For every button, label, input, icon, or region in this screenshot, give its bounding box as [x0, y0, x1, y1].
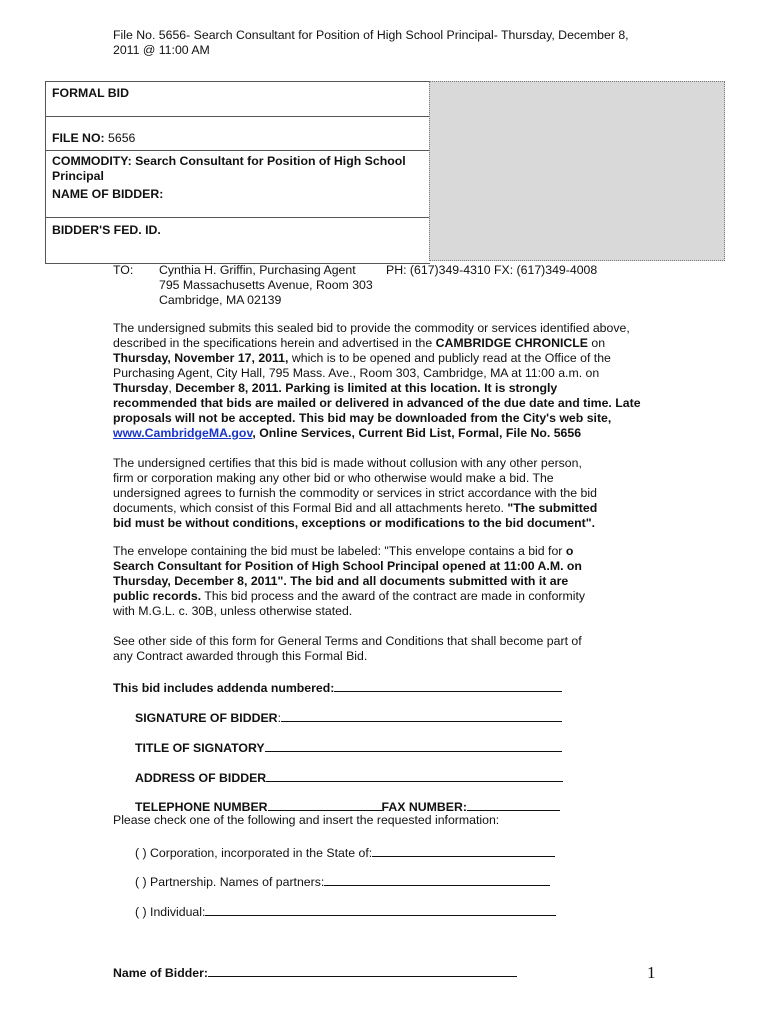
footer-name-of-bidder — [113, 964, 517, 981]
p3-line-2: Search Consultant for Position of High School Principal opened at 11:00 A.M. on — [113, 559, 582, 573]
document-header — [113, 28, 673, 58]
address-input-line[interactable] — [266, 769, 563, 782]
p3-line-1: The envelope containing the bid must be labeled: "This envelope contains a bid for o — [113, 544, 574, 558]
fax-label: FAX NUMBER: — [381, 800, 467, 814]
title-field — [135, 739, 562, 756]
p1-line-1: The undersigned submits this sealed bid to provide the commodity or services identified above, — [113, 321, 630, 335]
corporation-option[interactable] — [135, 844, 555, 861]
partnership-label: ( ) Partnership. Names of partners: — [135, 875, 325, 889]
p3-line-3: Thursday, December 8, 2011". The bid and all documents submitted with it are — [113, 574, 569, 588]
addenda-input-line[interactable] — [334, 679, 562, 692]
p1-line-3: Thursday, November 17, 2011, which is to be opened and publicly read at the Office of the — [113, 351, 611, 365]
paragraph-terms — [113, 634, 673, 664]
partnership-option[interactable] — [135, 873, 550, 890]
address-line-1: 795 Massachusetts Avenue, Room 303 — [159, 278, 373, 292]
signature-field: SIGNATURE OF BIDDER: — [135, 709, 562, 726]
p3-line-5: with M.G.L. c. 30B, unless otherwise stated. — [113, 604, 353, 618]
addenda-field — [113, 679, 562, 696]
to-label: TO: — [113, 263, 134, 277]
header-line-2: 2011 @ 11:00 AM — [113, 43, 210, 57]
p1-line-2: described in the specifications herein and advertised in the CAMBRIDGE CHRONICLE on — [113, 336, 606, 350]
official-use-box — [429, 81, 725, 261]
to-address — [159, 263, 373, 308]
individual-label: ( ) Individual: — [135, 905, 206, 919]
p2-line-2: firm or corporation making any other bid or who otherwise would make a bid. The — [113, 471, 554, 485]
address-label: ADDRESS OF BIDDER — [135, 771, 267, 785]
p1-line-7: proposals will not be accepted. This bid may be downloaded from the City's web site, — [113, 411, 612, 425]
page-number: 1 — [647, 963, 656, 982]
file-no-value: 5656 — [108, 131, 136, 145]
header-line-1: File No. 5656- Search Consultant for Position of High School Principal- Thursday, December 8, — [113, 28, 629, 42]
partnership-names-line[interactable] — [324, 873, 550, 886]
p4-line-1: See other side of this form for General Terms and Conditions that shall become part of — [113, 634, 582, 648]
signature-label: SIGNATURE OF BIDDER — [135, 711, 278, 725]
footer-bidder-label: Name of Bidder: — [113, 966, 208, 980]
fax-input-line[interactable] — [467, 798, 560, 811]
p2-line-5: bid must be without conditions, exceptions or modifications to the bid document". — [113, 516, 595, 530]
title-label: TITLE OF SIGNATORY — [135, 741, 265, 755]
name-of-bidder-label: NAME OF BIDDER: — [52, 187, 164, 201]
commodity-line-1: COMMODITY: Search Consultant for Position of High School — [52, 154, 406, 168]
commodity-line-2: Principal — [52, 169, 104, 183]
fed-id-row — [46, 218, 430, 263]
paragraph-certification — [113, 456, 673, 531]
telephone-label: TELEPHONE NUMBER — [135, 800, 268, 814]
file-no-row — [46, 117, 430, 151]
title-input-line[interactable] — [265, 739, 562, 752]
p2-line-3: undersigned agrees to furnish the commodity or services in strict accordance with the bid — [113, 486, 597, 500]
p2-line-4: documents, which consist of this Formal Bid and all attachments hereto. "The submitted — [113, 501, 598, 515]
p1-line-6: recommended that bids are mailed or delivered in advanced of the due date and time. Late — [113, 396, 641, 410]
city-website-link[interactable]: www.CambridgeMA.gov — [113, 426, 253, 440]
individual-name-line[interactable] — [205, 903, 556, 916]
p1-line-5: Thursday, December 8, 2011. Parking is limited at this location. It is strongly — [113, 381, 558, 395]
paragraph-submission — [113, 321, 673, 441]
formal-bid-label: FORMAL BID — [52, 86, 129, 100]
file-no-label: FILE NO: — [52, 131, 105, 145]
corporation-state-line[interactable] — [372, 844, 555, 857]
phone-fax: PH: (617)349-4310 FX: (617)349-4008 — [386, 263, 598, 277]
formal-bid-row — [46, 82, 430, 117]
fed-id-label: BIDDER'S FED. ID. — [52, 223, 161, 237]
telephone-input-line[interactable] — [268, 798, 382, 811]
agent-name: Cynthia H. Griffin, Purchasing Agent — [159, 263, 356, 277]
footer-bidder-line[interactable] — [208, 964, 517, 977]
address-field — [135, 769, 563, 786]
p3-line-4: public records. This bid process and the award of the contract are made in conformity — [113, 589, 586, 603]
paragraph-envelope — [113, 544, 673, 619]
commodity-row — [46, 151, 430, 218]
signature-input-line[interactable] — [281, 709, 562, 722]
individual-option[interactable] — [135, 903, 556, 920]
corporation-label: ( ) Corporation, incorporated in the State of: — [135, 846, 373, 860]
p1-line-4: Purchasing Agent, City Hall, 795 Mass. Ave., Room 303, Cambridge, MA at 11:00 a.m. on — [113, 366, 600, 380]
check-instruction: Please check one of the following and insert the requested information: — [113, 813, 500, 827]
p2-line-1: The undersigned certifies that this bid is made without collusion with any other person, — [113, 456, 582, 470]
address-line-2: Cambridge, MA 02139 — [159, 293, 282, 307]
p4-line-2: any Contract awarded through this Formal Bid. — [113, 649, 368, 663]
p1-line-8: www.CambridgeMA.gov, Online Services, Current Bid List, Formal, File No. 5656 — [113, 426, 582, 440]
addenda-label: This bid includes addenda numbered: — [113, 681, 335, 695]
bid-info-table — [45, 81, 430, 264]
